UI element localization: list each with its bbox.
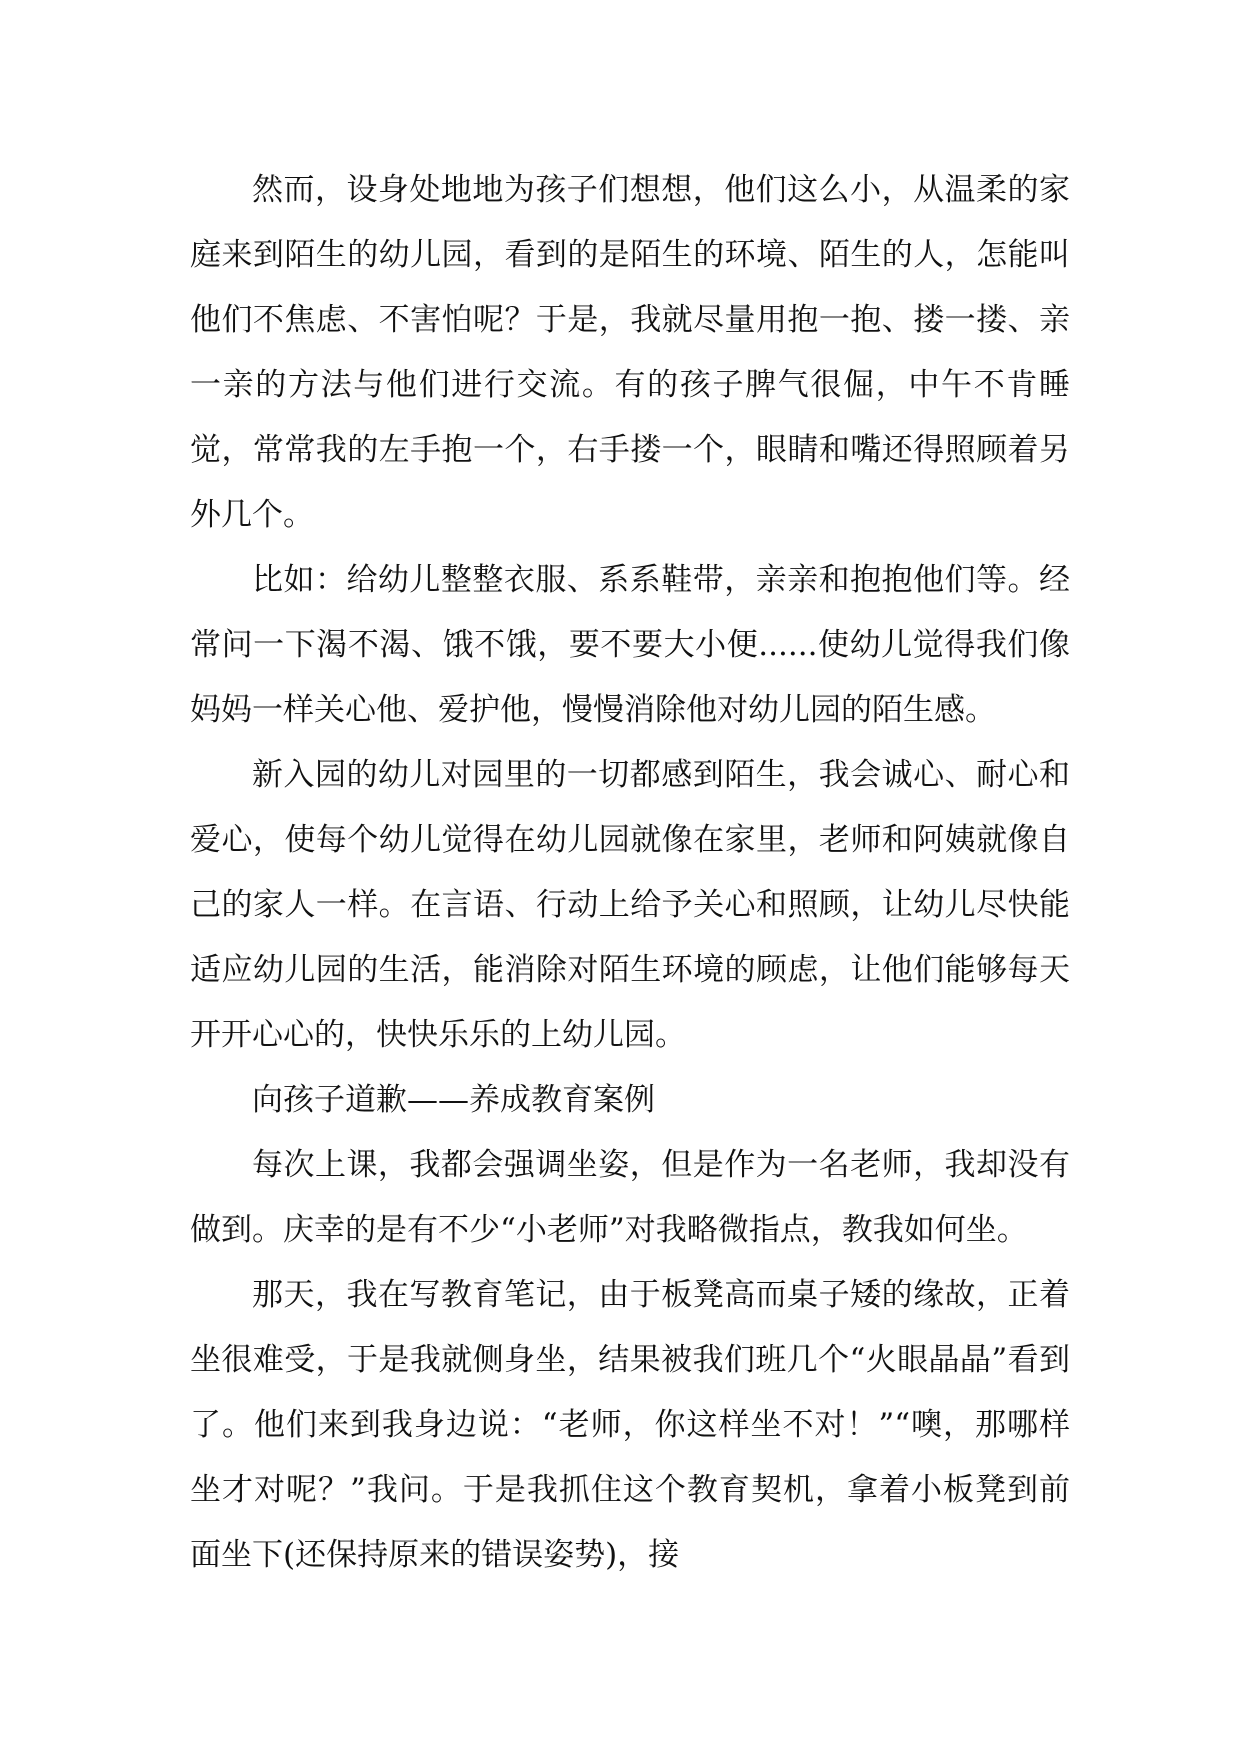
paragraph-story: 那天，我在写教育笔记，由于板凳高而桌子矮的缘故，正着坐很难受，于是我就侧身坐，结果被我们班几个“火眼晶晶”看到了。他们来到我身边说：“老师，你这样坐不对！”“噢，那哪样坐才对呢？”我问。于是我抓住这个教育契机，拿着小板凳到前面坐下(还保持原来的错误姿势)，接 xyxy=(190,1277,1070,1573)
paragraph-posture: 每次上课，我都会强调坐姿，但是作为一名老师，我却没有做到。庆幸的是有不少“小老师”对我略微指点，教我如何坐。 xyxy=(190,1147,1070,1248)
paragraph-new-entrants: 新入园的幼儿对园里的一切都感到陌生，我会诚心、耐心和爱心，使每个幼儿觉得在幼儿园就像在家里，老师和阿姨就像自己的家人一样。在言语、行动上给予关心和照顾，让幼儿尽快能适应幼儿园的生活，能消除对陌生环境的顾虑，让他们能够每天开开心心的，快快乐乐的上幼儿园。 xyxy=(190,757,1070,1053)
document-body xyxy=(190,158,1070,1588)
paragraph-comfort: 然而，设身处地地为孩子们想想，他们这么小，从温柔的家庭来到陌生的幼儿园，看到的是陌生的环境、陌生的人，怎能叫他们不焦虑、不害怕呢？于是，我就尽量用抱一抱、搂一搂、亲一亲的方法与他们进行交流。有的孩子脾气很倔，中午不肯睡觉，常常我的左手抱一个，右手搂一个，眼睛和嘴还得照顾着另外几个。 xyxy=(190,172,1070,533)
paragraph-example: 比如：给幼儿整整衣服、系系鞋带，亲亲和抱抱他们等。经常问一下渴不渴、饿不饿，要不要大小便......使幼儿觉得我们像妈妈一样关心他、爱护他，慢慢消除他对幼儿园的陌生感。 xyxy=(190,562,1070,728)
section-heading: 向孩子道歉——养成教育案例 xyxy=(252,1082,655,1118)
